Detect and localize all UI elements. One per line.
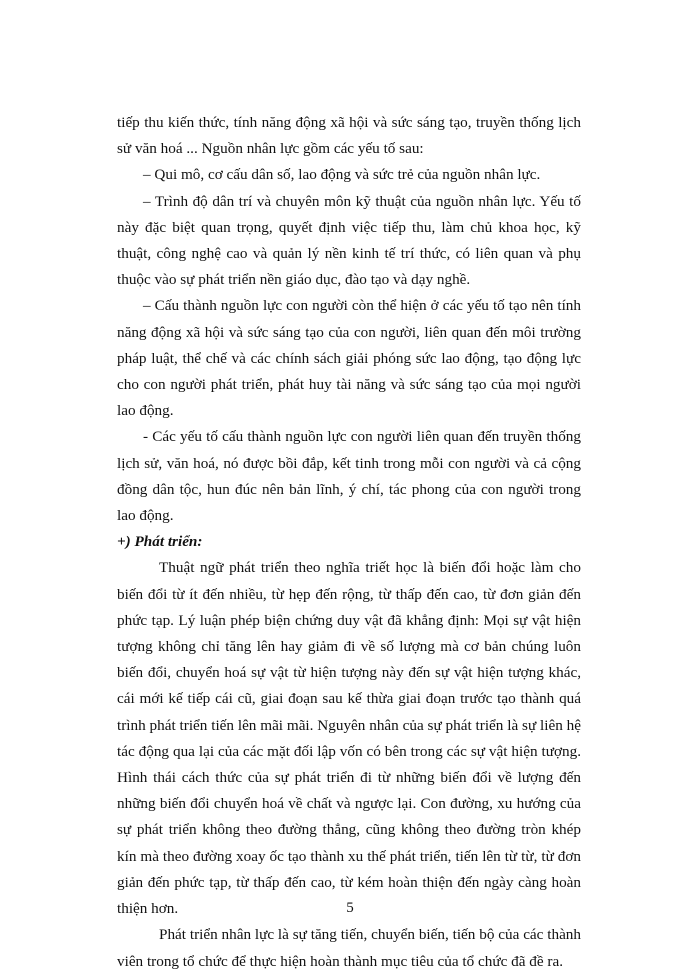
list-item-education-level: – Trình độ dân trí và chuyên môn kỹ thuật của nguồn nhân lực. Yếu tố này đặc biệt quan trọng, quyết định việc tiếp thu, làm chủ khoa học, kỹ thuật, công nghệ cao và quản lý nền kinh tế trí thức, có liên quan và phụ thuộc vào sự phát triển nền giáo dục, đào tạo và dạy nghề. [117, 192, 581, 289]
page-content [117, 110, 581, 975]
section-heading: +) Phát triển: [117, 533, 203, 551]
paragraph-hr-development: Phát triển nhân lực là sự tăng tiến, chuyển biến, tiến bộ của các thành viên trong tổ chức để thực hiện hoàn thành mục tiêu của tổ chức đã đề ra. [117, 926, 581, 970]
page-number: 5 [346, 900, 354, 916]
paragraph-continuation: tiếp thu kiến thức, tính năng động xã hội và sức sáng tạo, truyền thống lịch sử văn hoá ... Nguồn nhân lực gồm các yếu tố sau: [117, 114, 581, 158]
list-item-population: – Qui mô, cơ cấu dân số, lao động và sức trẻ của nguồn nhân lực. [143, 166, 541, 184]
list-item-cultural-tradition: - Các yếu tố cấu thành nguồn lực con người liên quan đến truyền thống lịch sử, văn hoá, nó được bồi đắp, kết tinh trong mỗi con người và cả cộng đồng dân tộc, hun đúc nên bản lĩnh, ý chí, tác phong của con người trong lao động. [117, 428, 581, 525]
paragraph-development-definition: Thuật ngữ phát triển theo nghĩa triết học là biến đổi hoặc làm cho biến đổi từ ít đến nhiều, từ hẹp đến rộng, từ thấp đến cao, từ đơn giản đến phức tạp. Lý luận phép biện chứng duy vật đã khẳng định: Mọi sự vật hiện tượng không chỉ tăng lên hay giảm đi về số lượng mà cơ bản chúng luôn biến đổi, chuyển hoá sự vật từ hiện tượng này đến sự vật hiện tượng khác, cái mới kế tiếp cái cũ, giai đoạn sau kế thừa giai đoạn trước tạo thành quá trình phát triển tiến lên mãi mãi. Nguyên nhân của sự phát triển là sự liên hệ tác động qua lại của các mặt đối lập vốn có bên trong các sự vật hiện tượng. Hình thái cách thức của sự phát triển đi từ những biến đổi về lượng đến những biến đổi chuyển hoá về chất và ngược lại. Con đường, xu hướng của sự phát triển không theo đường thẳng, cũng không theo đường tròn khép kín mà theo đường xoay ốc tạo thành xu thế phát triển, tiến lên từ từ, từ đơn giản đến phức tạp, từ thấp đến cao, từ kém hoàn thiện đến ngày càng hoàn thiện hơn. [117, 559, 581, 918]
list-item-social-dynamism: – Cấu thành nguồn lực con người còn thể hiện ở các yếu tố tạo nên tính năng động xã hội và sức sáng tạo của con người, liên quan đến môi trường pháp luật, thể chế và các chính sách giải phóng sức lao động, tạo động lực cho con người phát triển, phát huy tài năng và sức sáng tạo của mọi người lao động. [117, 297, 581, 420]
